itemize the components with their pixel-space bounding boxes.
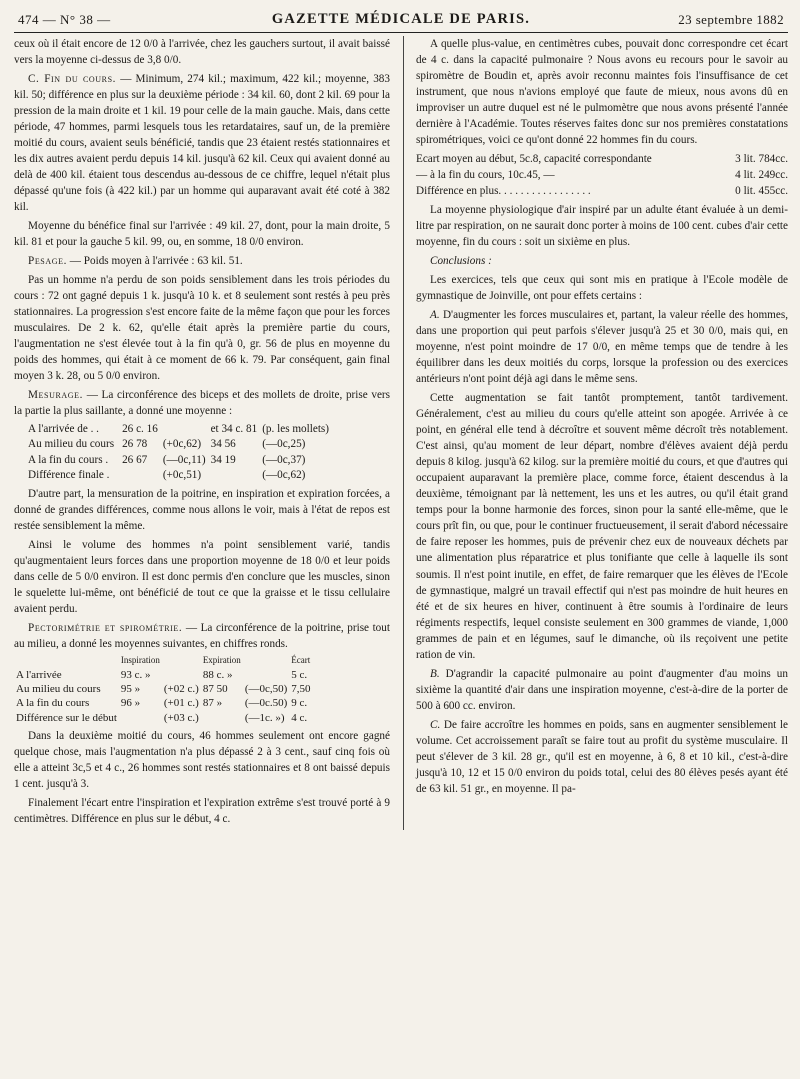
item-letter: B. xyxy=(430,667,440,680)
table-cell: 26 c. 16 xyxy=(122,423,158,436)
table-header xyxy=(245,655,291,668)
section-heading: Pesage. xyxy=(28,255,67,268)
paragraph-text: D'augmenter les forces musculaires et, partant, la valeur réelle des hommes, dans une proportion qui peut parfois s'élever jusqu'à 25 et 30 0/0, mais qui, en moyenne, n'est point moindre de 17 0/0, en même temps que de tendre à les équilibrer dans les deux moitiés du corps, lorsque la profession ou des exercices antérieurs n'ont point déjà agi dans le même sens. xyxy=(416,309,788,386)
paragraph: Les exercices, tels que ceux qui sont mis en pratique à l'Ecole modèle de gymnastique de Joinville, ont pour effets certains : xyxy=(416,274,788,303)
issue-date: 23 septembre 1882 xyxy=(678,12,784,27)
paragraph: ceux où il était encore de 12 0/0 à l'arrivée, chez les gauchers surtout, il avait baissé vers la moyenne ci-dessus de 3,8 0/0. xyxy=(14,38,390,67)
table-row xyxy=(16,668,315,682)
table-cell: et 34 c. 81 xyxy=(210,423,258,436)
paragraph: D'autre part, la mensuration de la poitrine, en inspiration et expiration forcées, a donné de grandes différences, comme nous allons le voir, mais à l'état de repos est restée sensiblement la même. xyxy=(14,487,390,532)
table-cell: (+01 c.) xyxy=(163,697,199,710)
section-heading: C. Fin du cours. xyxy=(28,73,117,86)
item-letter: C. xyxy=(430,718,441,731)
right-column xyxy=(403,36,788,830)
table-cell: 7,50 xyxy=(291,682,311,695)
spirometry-value: 3 lit. 784cc. xyxy=(735,153,788,166)
spirometry-label: — à la fin du cours, 10c.45, — xyxy=(416,169,555,182)
table-cell: (—0c.50) xyxy=(244,697,288,710)
paragraph: Ainsi le volume des hommes n'a point sensiblement varié, tandis qu'augmentaient leurs forces dans une proportion moyenne de 18 0/0 et leur poids dans celle de 5 0/0 environ. Il est donc permis d'en conclure que les muscles, sinon le squelette lui-même, ont bénéficié de tout ce que la graisse et le tissu cellulaire avaient perdu. xyxy=(14,538,390,615)
table-row xyxy=(16,696,315,710)
section-heading: Pectorimétrie et spirométrie. xyxy=(28,621,183,634)
section-heading: Mesurage. xyxy=(28,389,84,402)
table-cell: (p. les mollets) xyxy=(262,423,330,436)
table-cell xyxy=(121,711,164,725)
table-header xyxy=(16,655,121,668)
journal-title: GAZETTE MÉDICALE DE PARIS. xyxy=(271,11,531,27)
spirometry-value: 4 lit. 249cc. xyxy=(735,169,788,182)
table-cell: Différence sur le début xyxy=(16,711,117,724)
spirometry-label: Ecart moyen au début, 5c.8, capacité correspondante xyxy=(416,153,652,166)
table-row xyxy=(16,711,315,725)
table-cell: (+02 c.) xyxy=(163,682,199,695)
table-header xyxy=(164,655,203,668)
paragraph-text: — Minimum, 274 kil.; maximum, 422 kil.; moyenne, 383 kil. 50; différence en plus sur la deuxième période : 34 kil. 60, dont 2 kil. 69 pour la pression de la main droite et 1 kil. 19 pour celle de la main gauche. Mais, dans cette période, 47 hommes, parmi lesquels tous les retardataires, sauf un, de la première moitié du cours, avaient seuls bénéficié, tandis que 23 étaient restés stationnaires et les dix autres avaient perdu depuis 14 kil. jusqu'à 62 kil. Ceux qui avaient donné au delà de 400 kil. étaient tous descendus au-dessous de ce chiffre, lequel n'était plus dépassé qu'une fois (à 422 kil.) par un homme qui auparavant avait été coté à 382 kil. xyxy=(14,73,390,214)
table-cell xyxy=(245,668,291,682)
table-cell: 26 78 xyxy=(122,438,148,451)
table-cell: Au milieu du cours xyxy=(28,438,115,451)
paragraph xyxy=(416,717,788,797)
table-row xyxy=(16,682,315,696)
paragraph: Moyenne du bénéfice final sur l'arrivée : 49 kil. 27, dont, pour la main droite, 5 kil. 81 et pour la gauche 5 kil. 99, ou, en somme, 18 0/0 environ. xyxy=(14,220,390,249)
page-number: 474 — N° 38 — xyxy=(18,12,111,27)
table-cell xyxy=(164,668,203,682)
paragraph xyxy=(416,666,788,714)
paragraph-text: — La circonférence des biceps et des mollets de droite, prise vers la partie la plus saillante, a donné une moyenne : xyxy=(14,389,390,418)
page-header xyxy=(14,8,788,33)
paragraph xyxy=(14,387,390,419)
table-cell: (+0c,51) xyxy=(162,468,202,481)
table-cell: 88 c. » xyxy=(202,668,233,681)
table-cell: A l'arrivée de . . xyxy=(28,423,99,436)
table-cell: 9 c. xyxy=(291,697,308,710)
paragraph xyxy=(14,71,390,215)
table-cell xyxy=(122,468,163,483)
table-cell: Différence finale . xyxy=(28,468,110,481)
pectorimetry-table xyxy=(16,655,315,725)
spirometry-value: 0 lit. 455cc. xyxy=(735,185,788,198)
spirometry-line xyxy=(416,183,788,199)
table-cell: (—0c,25) xyxy=(262,438,306,451)
table-header-row xyxy=(16,655,315,668)
table-cell xyxy=(203,711,245,725)
left-column xyxy=(14,36,390,830)
table-cell xyxy=(211,468,263,483)
paragraph: Dans la deuxième moitié du cours, 46 hommes seulement ont encore gagné quelque chose, mais l'augmentation n'a plus dépassé 2 à 3 cent., sauf cinq fois où elle a atteint 3c,5 et 4 c., 26 hommes sont restés stationnaires et 8 ont baissé depuis 1 cent. jusqu'à 3. xyxy=(14,729,390,790)
paragraph xyxy=(14,620,390,652)
paragraph-text: D'agrandir la capacité pulmonaire au point d'augmenter d'au moins un sixième la quantité d'air dans une inspiration moyenne, c'est-à-dire de la porter de 500 à 600 cc. environ. xyxy=(416,667,788,712)
table-cell: 87 50 xyxy=(202,682,228,695)
table-cell: 26 67 xyxy=(122,453,148,466)
table-row xyxy=(28,422,334,437)
paragraph: A quelle plus-value, en centimètres cubes, pouvait donc correspondre cet écart de 4 c. dans la capacité pulmonaire ? Nous avons eu recours pour le savoir au spiromètre de Boudin et, après avoir reconnu maintes fois l'insuffisance de cet instrument, que nous n'avions employé que faute de mieux, nous avons dû en improviser un autre duquel est né le pulmomètre que nous avons présenté l'année dernière à l'Académie. Toutes réserves faites donc sur nos premières constatations spirométriques, voici ce qu'ont donné 22 hommes fin du cours. xyxy=(416,38,788,147)
table-cell: Au milieu du cours xyxy=(16,682,101,695)
spirometry-line xyxy=(416,151,788,167)
measurement-table xyxy=(28,422,334,482)
table-header: Inspiration xyxy=(120,654,160,665)
table-cell: 96 » xyxy=(120,697,141,710)
table-header: Écart xyxy=(291,654,311,665)
table-cell: 95 » xyxy=(120,682,141,695)
table-cell: (—0c,11) xyxy=(162,453,206,466)
paragraph-text: — La circonférence de la poitrine, prise tout au milieu, a donné les moyennes suivantes, en chiffres ronds. xyxy=(14,621,390,650)
table-header: Expiration xyxy=(202,654,241,665)
table-cell: (—0c,37) xyxy=(262,453,306,466)
table-cell: (—1c. ») xyxy=(244,711,285,724)
paragraph xyxy=(416,307,788,387)
paragraph-text: — Poids moyen à l'arrivée : 63 kil. 51. xyxy=(67,255,243,268)
table-cell: A l'arrivée xyxy=(16,668,62,681)
paragraph: Pas un homme n'a perdu de son poids sensiblement dans les trois périodes du cours : 72 ont gagné depuis 1 k. jusqu'à 10 k. et 8 seulement sont restés à peu près stationnaires. La progression s'est encore faite de la même façon que pour les forces musculaires. De 2 k. 62, qu'elle était après la première partie du cours, l'augmentation ne s'est élevée tout à la fin qu'à 0, gr. 56 de plus en moyenne du poids des hommes, qui était à ce moment de 66 k. 79. Par conséquent, gain final moyen 3 k. 28, ou 5 0/0 environ. xyxy=(14,274,390,383)
table-cell: 93 c. » xyxy=(120,668,151,681)
table-row xyxy=(28,453,334,468)
spirometry-line xyxy=(416,167,788,183)
table-cell: (+0c,62) xyxy=(162,438,202,451)
table-cell: A la fin du cours . xyxy=(28,453,109,466)
paragraph: Finalement l'écart entre l'inspiration et l'expiration extrême s'est trouvé porté à 9 centimètres. Différence en plus sur le début, 4 c. xyxy=(14,796,390,825)
conclusions-heading: Conclusions : xyxy=(430,255,492,268)
paragraph: Cette augmentation se fait tantôt promptement, tantôt tardivement. Généralement, c'est au milieu du cours qu'elle atteint son apogée. Arrivée à ce point, en général elle tend à décroître et souvent même décroît très notablement. C'est ainsi, qu'au moment de leur départ, nombre d'élèves avaient déjà perdu depuis 8 kilog. jusqu'à 62 kilog. sur la première moitié du cours, et que d'autres qui occupaient auparavant la première place, comme force, étaient descendus à la deuxième, témoignant par là nettement, les uns et les autres, ou qu'il était grand temps pour la bonne harmonie des forces, sinon pour la santé elle-même, que le cours prît fin, ou que, pour le continuer fructueusement, il serait d'abord nécessaire de faire reposer les hommes, puis de prévenir chez eux de nouveaux déchets par une alimentation plus réparatrice et plus tonifiante que celle à laquelle ils sont soumis. Il n'est point inutile, en effet, de faire remarquer que les élèves de l'Ecole de gymnastique, malgré un travail effectif qui n'est pas moindre de huit heures en été et de six heures en hiver, continuent à être soumis à l'ordinaire de leurs régiments respectifs, lequel consiste seulement en 300 grammes de viande, 1,000 grammes de pain et en légumes, sauf le dimanche, où ils reçoivent une petite ration de vin. xyxy=(416,392,788,661)
table-cell xyxy=(163,422,211,437)
table-cell: 87 » xyxy=(202,697,223,710)
table-cell: 4 c. xyxy=(291,711,308,724)
text-columns xyxy=(14,36,788,830)
table-cell: 5 c. xyxy=(291,668,308,681)
table-row xyxy=(28,437,334,452)
table-cell: A la fin du cours xyxy=(16,697,90,710)
paragraph xyxy=(14,253,390,269)
table-cell: (—0c,62) xyxy=(262,468,306,481)
table-cell: (—0c,50) xyxy=(244,682,288,695)
table-cell: 34 56 xyxy=(210,438,236,451)
table-cell: 34 19 xyxy=(210,453,236,466)
spirometry-label: Différence en plus. . . . . . . . . . . . . . . . . xyxy=(416,185,591,198)
paragraph: La moyenne physiologique d'air inspiré par un adulte étant évaluée à un demi-litre par respiration, on ne saurait donc porter à moins de 100 cent. cubes d'air cette moyenne, fin du cours : soit un sixième en plus. xyxy=(416,204,789,249)
paragraph-text: De faire accroître les hommes en poids, sans en augmenter sensiblement le volume. Cet accroissement paraît se faire tout au profit du système musculaire. Il peut s'élever de 3 kil. 28 gr., qu'il est en moyenne, à 6, 8 et 10 kil., c'est-à-dire jusqu'à 10, 12 et 15 0/0 environ du poids total, celui des 80 élèves pesés ayant été de 63 kil. 51 gr., en moyenne. Il pa- xyxy=(416,718,788,795)
table-cell: (+03 c.) xyxy=(163,711,199,724)
item-letter: A. xyxy=(430,309,440,322)
table-row xyxy=(28,468,334,483)
